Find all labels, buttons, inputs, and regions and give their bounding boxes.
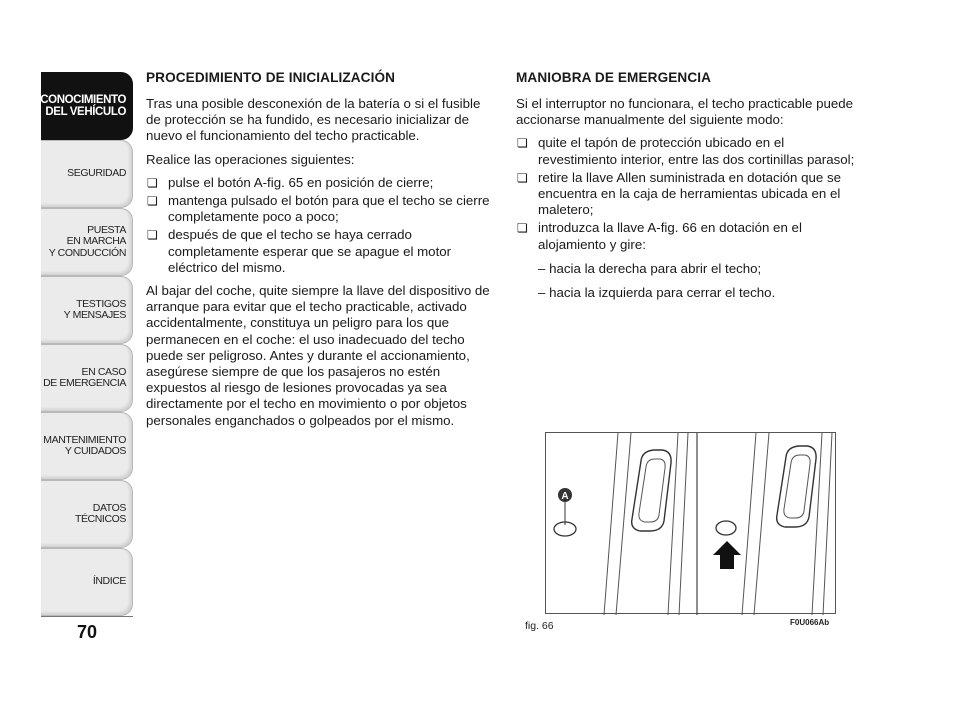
warning-paragraph: Al bajar del coche, quite siempre la llave del dispositivo de arranque para evitar que el techo practicable, activado accidentalmente, constituya un peligro para los que permanecen en el coche: el uso inadecuado del techo puede ser peligroso. Antes y durante el accionamiento, asegúrese siempre de que los pasajeros no estén expuestos al riesgo de lesiones provocadas ya sea directamente por el techo en movimiento o por objetos personales enganchados o golpeados por el mismo. [146, 283, 490, 428]
lead-paragraph: Realice las operaciones siguientes: [146, 151, 355, 167]
figure-caption: fig. 66 [525, 620, 554, 632]
svg-text:A: A [561, 491, 569, 502]
list-item: ❏ quite el tapón de protección ubicado en el revestimiento interior, entre las dos cortinillas parasol; [516, 135, 861, 167]
section-title: MANIOBRA DE EMERGENCIA [516, 70, 712, 85]
roof-illustration [546, 433, 837, 615]
tab-testigos-y-mensajes[interactable]: TESTIGOS Y MENSAJES [41, 276, 133, 344]
tab-mantenimiento-y-cuidados[interactable]: MANTENIMIENTO Y CUIDADOS [41, 412, 133, 480]
marker-a-icon [554, 488, 576, 536]
figure-66 [545, 432, 836, 614]
list-item: ❏ mantenga pulsado el botón para que el techo se cierre completamente poco a poco; [146, 193, 498, 225]
dash-item-close: – hacia la izquierda para cerrar el techo. [538, 285, 776, 301]
protective-plug-icon [716, 521, 736, 535]
figure-code: F0U066Ab [790, 618, 830, 627]
page-number: 70 [76, 622, 98, 642]
list-item: ❏ pulse el botón A-fig. 65 en posición de cierre; [146, 175, 498, 191]
initialization-section [146, 70, 498, 436]
list-item: ❏ retire la llave Allen suministrada en dotación que se encuentra en la caja de herramientas ubicada en el maletero; [516, 170, 861, 219]
steps-list [146, 175, 498, 276]
section-title: PROCEDIMIENTO DE INICIALIZACIÓN [146, 70, 396, 85]
arrow-up-icon [713, 541, 741, 569]
dash-item-open: – hacia la derecha para abrir el techo; [538, 260, 762, 276]
page-number-divider [41, 616, 133, 617]
intro-paragraph: Si el interruptor no funcionara, el techo practicable puede accionarse manualmente del siguiente modo: [516, 96, 854, 128]
emergency-section [516, 70, 861, 301]
tab-conocimiento-del-vehiculo[interactable]: CONOCIMIENTO DEL VEHÍCULO [41, 72, 133, 140]
tab-en-caso-de-emergencia[interactable]: EN CASO DE EMERGENCIA [41, 344, 133, 412]
intro-paragraph: Tras una posible desconexión de la batería o si el fusible de protección se ha fundido, es necesario inicializar de nuevo el funcionamiento del techo practicable. [146, 96, 481, 144]
tab-puesta-en-marcha[interactable]: PUESTA EN MARCHA Y CONDUCCIÓN [41, 208, 133, 276]
tab-seguridad[interactable]: SEGURIDAD [41, 140, 133, 208]
list-item: ❏ introduzca la llave A-fig. 66 en dotación en el alojamiento y gire: [516, 220, 861, 252]
steps-list [516, 135, 861, 252]
list-item: ❏ después de que el techo se haya cerrado completamente esperar que se apague el motor eléctrico del mismo. [146, 227, 498, 276]
tab-indice[interactable]: ÍNDICE [41, 548, 133, 616]
tab-datos-tecnicos[interactable]: DATOS TÉCNICOS [41, 480, 133, 548]
